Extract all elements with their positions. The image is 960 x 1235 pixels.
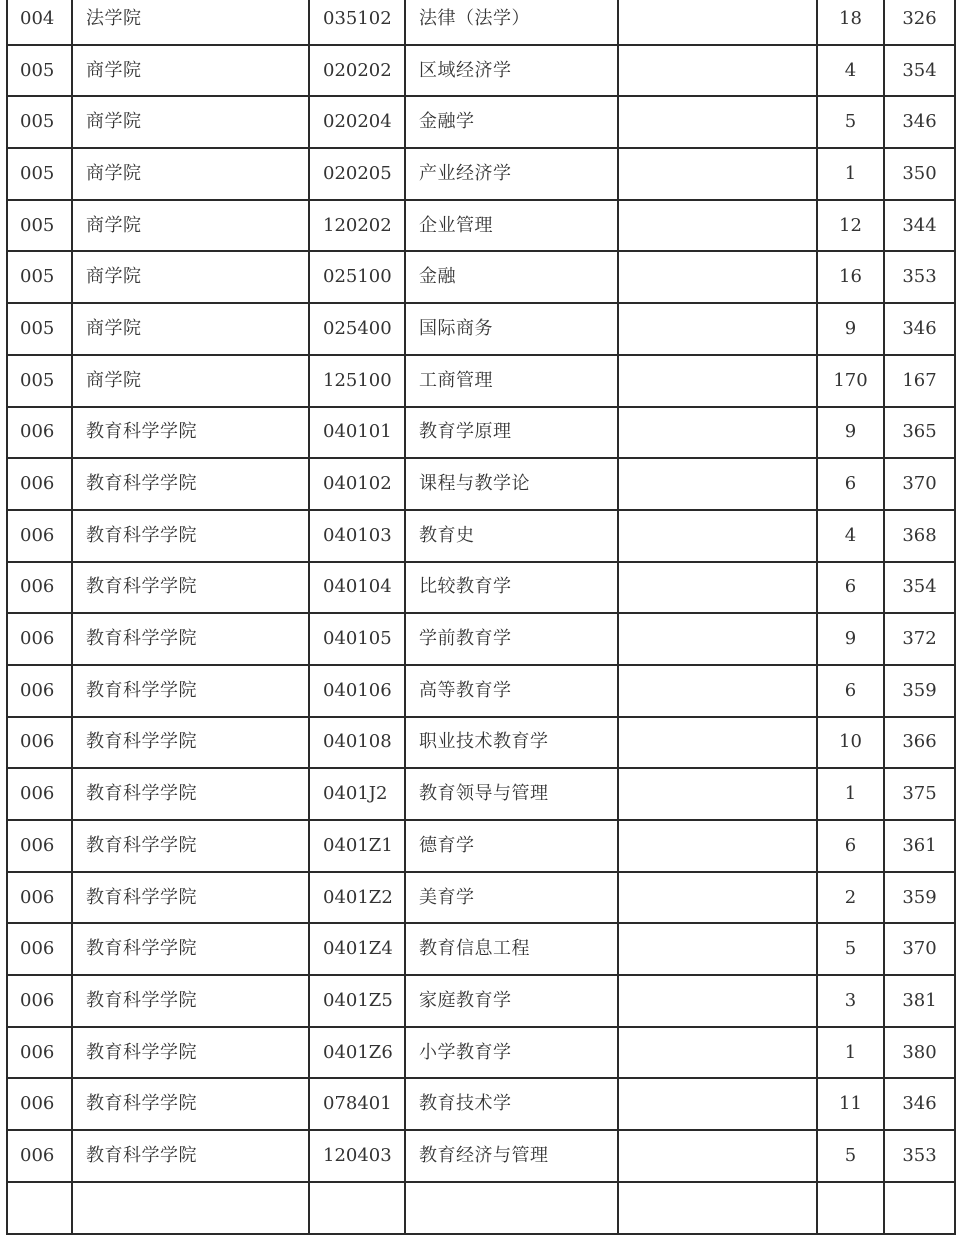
enrollment-count-cell: 12	[817, 200, 884, 252]
college-code-cell: 005	[7, 251, 72, 303]
college-name-cell: 商学院	[72, 200, 309, 252]
table-row	[7, 1182, 955, 1234]
college-name-cell: 商学院	[72, 45, 309, 97]
score-line-cell: 375	[884, 768, 955, 820]
college-code-cell: 005	[7, 303, 72, 355]
table-row	[7, 1130, 955, 1182]
direction-cell	[618, 251, 817, 303]
direction-cell	[618, 45, 817, 97]
table-row	[7, 96, 955, 148]
major-code-cell: 0401J2	[309, 768, 405, 820]
major-name-cell: 教育领导与管理	[405, 768, 618, 820]
direction-cell	[618, 923, 817, 975]
score-line-cell	[884, 1182, 955, 1234]
score-line-cell: 359	[884, 665, 955, 717]
table-row	[7, 407, 955, 459]
major-name-cell: 小学教育学	[405, 1027, 618, 1079]
college-code-cell: 006	[7, 923, 72, 975]
college-code-cell: 006	[7, 975, 72, 1027]
direction-cell	[618, 407, 817, 459]
major-name-cell: 高等教育学	[405, 665, 618, 717]
direction-cell	[618, 820, 817, 872]
direction-cell	[618, 1130, 817, 1182]
table-row	[7, 148, 955, 200]
college-code-cell: 006	[7, 768, 72, 820]
major-name-cell: 教育学原理	[405, 407, 618, 459]
direction-cell	[618, 0, 817, 45]
college-code-cell: 006	[7, 1130, 72, 1182]
major-code-cell: 020202	[309, 45, 405, 97]
college-name-cell: 教育科学学院	[72, 923, 309, 975]
major-code-cell: 035102	[309, 0, 405, 45]
score-line-cell: 353	[884, 251, 955, 303]
major-name-cell: 课程与教学论	[405, 458, 618, 510]
major-name-cell: 美育学	[405, 872, 618, 924]
college-code-cell	[7, 1182, 72, 1234]
college-code-cell: 005	[7, 45, 72, 97]
table-row	[7, 768, 955, 820]
table-row	[7, 613, 955, 665]
college-name-cell: 商学院	[72, 251, 309, 303]
major-code-cell: 040106	[309, 665, 405, 717]
direction-cell	[618, 562, 817, 614]
score-line-cell: 381	[884, 975, 955, 1027]
college-code-cell: 006	[7, 562, 72, 614]
major-code-cell	[309, 1182, 405, 1234]
table-row	[7, 665, 955, 717]
score-line-cell: 354	[884, 45, 955, 97]
direction-cell	[618, 355, 817, 407]
direction-cell	[618, 717, 817, 769]
major-code-cell: 125100	[309, 355, 405, 407]
college-name-cell: 教育科学学院	[72, 562, 309, 614]
direction-cell	[618, 1078, 817, 1130]
enrollment-count-cell: 3	[817, 975, 884, 1027]
major-name-cell: 教育信息工程	[405, 923, 618, 975]
score-line-cell: 365	[884, 407, 955, 459]
major-name-cell: 教育史	[405, 510, 618, 562]
admission-table	[6, 0, 956, 1235]
table-row	[7, 303, 955, 355]
enrollment-count-cell: 10	[817, 717, 884, 769]
score-line-cell: 346	[884, 96, 955, 148]
college-code-cell: 006	[7, 1027, 72, 1079]
major-code-cell: 020205	[309, 148, 405, 200]
major-code-cell: 0401Z6	[309, 1027, 405, 1079]
direction-cell	[618, 96, 817, 148]
college-code-cell: 006	[7, 872, 72, 924]
major-name-cell: 产业经济学	[405, 148, 618, 200]
college-code-cell: 005	[7, 148, 72, 200]
direction-cell	[618, 458, 817, 510]
college-code-cell: 004	[7, 0, 72, 45]
direction-cell	[618, 768, 817, 820]
college-name-cell: 教育科学学院	[72, 717, 309, 769]
enrollment-count-cell: 4	[817, 45, 884, 97]
table-row	[7, 510, 955, 562]
enrollment-count-cell: 6	[817, 562, 884, 614]
score-line-cell: 361	[884, 820, 955, 872]
score-line-cell: 380	[884, 1027, 955, 1079]
direction-cell	[618, 200, 817, 252]
direction-cell	[618, 1182, 817, 1234]
college-name-cell: 教育科学学院	[72, 975, 309, 1027]
score-line-cell: 326	[884, 0, 955, 45]
college-code-cell: 006	[7, 458, 72, 510]
college-code-cell: 005	[7, 200, 72, 252]
college-name-cell: 教育科学学院	[72, 458, 309, 510]
major-code-cell: 120202	[309, 200, 405, 252]
table-row	[7, 0, 955, 45]
table-row	[7, 975, 955, 1027]
enrollment-count-cell	[817, 1182, 884, 1234]
direction-cell	[618, 510, 817, 562]
major-name-cell: 学前教育学	[405, 613, 618, 665]
major-name-cell: 教育技术学	[405, 1078, 618, 1130]
enrollment-count-cell: 1	[817, 1027, 884, 1079]
major-name-cell: 工商管理	[405, 355, 618, 407]
enrollment-count-cell: 6	[817, 458, 884, 510]
major-name-cell: 区域经济学	[405, 45, 618, 97]
enrollment-count-cell: 5	[817, 923, 884, 975]
enrollment-count-cell: 4	[817, 510, 884, 562]
major-code-cell: 020204	[309, 96, 405, 148]
enrollment-count-cell: 2	[817, 872, 884, 924]
major-code-cell: 040103	[309, 510, 405, 562]
score-line-cell: 372	[884, 613, 955, 665]
enrollment-count-cell: 170	[817, 355, 884, 407]
major-name-cell: 德育学	[405, 820, 618, 872]
table-row	[7, 923, 955, 975]
college-code-cell: 006	[7, 665, 72, 717]
table-row	[7, 45, 955, 97]
enrollment-count-cell: 1	[817, 768, 884, 820]
score-line-cell: 346	[884, 1078, 955, 1130]
direction-cell	[618, 303, 817, 355]
direction-cell	[618, 148, 817, 200]
college-code-cell: 005	[7, 96, 72, 148]
enrollment-count-cell: 11	[817, 1078, 884, 1130]
enrollment-count-cell: 9	[817, 613, 884, 665]
college-name-cell: 教育科学学院	[72, 1027, 309, 1079]
major-code-cell: 120403	[309, 1130, 405, 1182]
major-code-cell: 040102	[309, 458, 405, 510]
major-code-cell: 0401Z4	[309, 923, 405, 975]
table-row	[7, 1027, 955, 1079]
direction-cell	[618, 1027, 817, 1079]
college-name-cell: 教育科学学院	[72, 872, 309, 924]
direction-cell	[618, 613, 817, 665]
major-name-cell: 企业管理	[405, 200, 618, 252]
table-row	[7, 717, 955, 769]
college-name-cell: 教育科学学院	[72, 510, 309, 562]
score-line-cell: 353	[884, 1130, 955, 1182]
college-code-cell: 006	[7, 613, 72, 665]
score-line-cell: 366	[884, 717, 955, 769]
score-line-cell: 346	[884, 303, 955, 355]
college-code-cell: 006	[7, 820, 72, 872]
college-name-cell: 商学院	[72, 96, 309, 148]
college-name-cell: 教育科学学院	[72, 665, 309, 717]
score-line-cell: 370	[884, 923, 955, 975]
major-code-cell: 040101	[309, 407, 405, 459]
major-code-cell: 078401	[309, 1078, 405, 1130]
major-name-cell: 比较教育学	[405, 562, 618, 614]
enrollment-count-cell: 9	[817, 303, 884, 355]
major-code-cell: 040105	[309, 613, 405, 665]
direction-cell	[618, 665, 817, 717]
direction-cell	[618, 975, 817, 1027]
college-code-cell: 006	[7, 1078, 72, 1130]
major-name-cell	[405, 1182, 618, 1234]
major-code-cell: 025400	[309, 303, 405, 355]
table-row	[7, 355, 955, 407]
score-line-cell: 344	[884, 200, 955, 252]
enrollment-count-cell: 6	[817, 820, 884, 872]
score-line-cell: 350	[884, 148, 955, 200]
college-code-cell: 006	[7, 407, 72, 459]
table-row	[7, 251, 955, 303]
enrollment-count-cell: 1	[817, 148, 884, 200]
score-line-cell: 167	[884, 355, 955, 407]
college-name-cell: 商学院	[72, 355, 309, 407]
major-name-cell: 职业技术教育学	[405, 717, 618, 769]
college-name-cell: 教育科学学院	[72, 1130, 309, 1182]
enrollment-count-cell: 5	[817, 96, 884, 148]
major-code-cell: 0401Z2	[309, 872, 405, 924]
major-code-cell: 0401Z5	[309, 975, 405, 1027]
college-code-cell: 006	[7, 717, 72, 769]
score-line-cell: 354	[884, 562, 955, 614]
college-name-cell: 商学院	[72, 148, 309, 200]
major-name-cell: 金融	[405, 251, 618, 303]
college-code-cell: 006	[7, 510, 72, 562]
enrollment-count-cell: 16	[817, 251, 884, 303]
table-row	[7, 458, 955, 510]
score-line-cell: 370	[884, 458, 955, 510]
table-row	[7, 1078, 955, 1130]
score-line-cell: 368	[884, 510, 955, 562]
direction-cell	[618, 872, 817, 924]
college-name-cell: 商学院	[72, 303, 309, 355]
college-name-cell: 教育科学学院	[72, 407, 309, 459]
score-line-cell: 359	[884, 872, 955, 924]
college-name-cell: 教育科学学院	[72, 1078, 309, 1130]
enrollment-count-cell: 9	[817, 407, 884, 459]
college-name-cell: 教育科学学院	[72, 820, 309, 872]
major-name-cell: 法律（法学）	[405, 0, 618, 45]
table-row	[7, 872, 955, 924]
table-row	[7, 820, 955, 872]
major-code-cell: 025100	[309, 251, 405, 303]
major-code-cell: 040108	[309, 717, 405, 769]
major-name-cell: 教育经济与管理	[405, 1130, 618, 1182]
college-code-cell: 005	[7, 355, 72, 407]
major-code-cell: 040104	[309, 562, 405, 614]
college-name-cell	[72, 1182, 309, 1234]
enrollment-count-cell: 6	[817, 665, 884, 717]
major-code-cell: 0401Z1	[309, 820, 405, 872]
college-name-cell: 教育科学学院	[72, 613, 309, 665]
table-row	[7, 562, 955, 614]
major-name-cell: 国际商务	[405, 303, 618, 355]
college-name-cell: 教育科学学院	[72, 768, 309, 820]
major-name-cell: 家庭教育学	[405, 975, 618, 1027]
table-body	[7, 0, 955, 1234]
major-name-cell: 金融学	[405, 96, 618, 148]
table-row	[7, 200, 955, 252]
enrollment-count-cell: 18	[817, 0, 884, 45]
college-name-cell: 法学院	[72, 0, 309, 45]
enrollment-count-cell: 5	[817, 1130, 884, 1182]
